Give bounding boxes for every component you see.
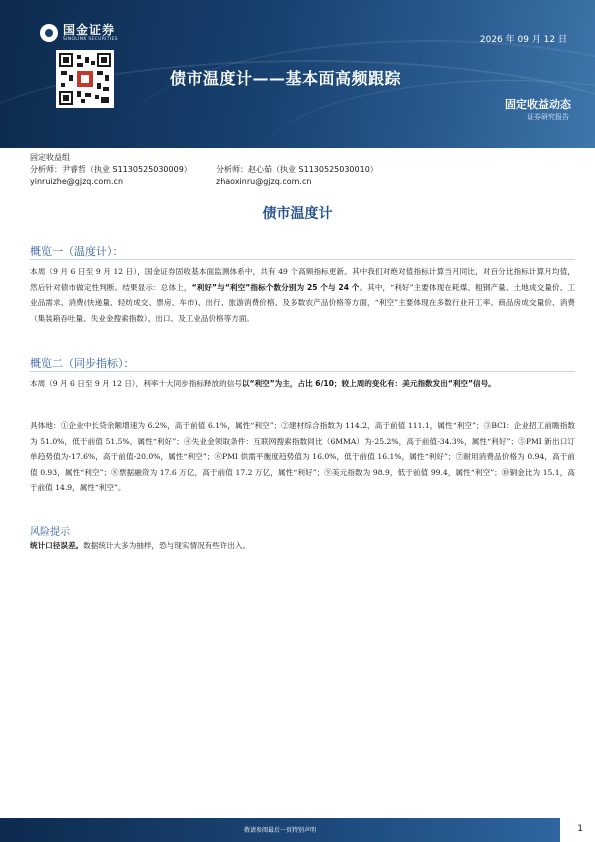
page-number: 1 <box>577 824 583 834</box>
report-type: 固定收益动态 <box>505 98 571 111</box>
analyst-1-email[interactable]: yinruizhe@gjzq.com.cn <box>30 177 124 186</box>
logo-icon <box>40 24 58 42</box>
report-category: 证券研究报告 <box>527 113 569 121</box>
analyst-2-email[interactable]: zhaoxinru@gjzq.com.cn <box>216 177 312 186</box>
report-title: 债市温度计——基本面高频跟踪 <box>170 69 402 88</box>
research-group: 固定收益组 <box>30 153 70 162</box>
risk-text: 统计口径误差。数据统计大多为抽样，恐与现实情况有些许出入。 <box>30 541 251 550</box>
header-banner <box>0 0 595 148</box>
qr-code-icon <box>56 50 114 108</box>
document-title: 债市温度计 <box>262 206 333 222</box>
logo-name-en: SINOLINK SECURITIES <box>63 37 118 42</box>
report-date: 2026 年 09 月 12 日 <box>479 35 567 45</box>
logo-name-cn: 国金证券 <box>63 23 116 37</box>
footer <box>0 818 595 842</box>
overview-1-paragraph: 本周（9 月 6 日至 9 月 12 日），国金证券固收基本面监测体系中，共有 49 个高频指标更新。其中我们对绝对值指标计算当月同比，对百分比指标计算月均值，然后针对债市做定性判断。结果显示：总体上，“利好”与“利空”指标个数分别为 25 个与 24 个。其中，“利好”主要体现在耗煤、粗钢产量、土地成交量价、工业品需求、消费(快递量、轻纺成交、票房、车市)、出行、旅游消费价格、及多数农产品价格等方面，“利空”主要体现在多数行业开工率、商品房成交量价、消费（集装箱吞吐量、失业金搜索指数）、出口、及工业品价格等方面。 <box>30 267 576 323</box>
section-title-overview-1: 概览一（温度计）： <box>30 245 124 258</box>
company-logo <box>40 24 118 43</box>
analyst-2: 分析师：赵心茹（执业 S1130525030010） <box>216 165 378 174</box>
disclaimer-note: 敬请参阅最后一页特别声明 <box>243 827 316 834</box>
section-divider <box>30 371 575 372</box>
section-title-overview-2: 概览二（同步指标）： <box>30 357 135 370</box>
overview-2-details: 具体地：①企业中长贷余额增速为 6.2%，高于前值 6.1%，属性“利空”；②建材综合指数为 114.2，高于前值 111.1，属性“利空”；③BCI：企业招工前瞻指数为 51.0%，低于前值 51.5%，属性“利好”；④失业金领取条件：互联网搜索指数同比（6MMA）为-25.2%，高于前值-34.3%，属性“利好”；⑤PMI 新出口订单趋势值为-17.6%，高于前值-20.0%，属性“利空”；⑥PMI 供需平衡度趋势值为 16.0%，低于前值 16.1%，属性“利好”；⑦耐用消费品价格为 0.94，高于前值 0.93，属性“利空”；⑧票据融资为 17.6 万亿，高于前值 17.2 万亿，属性“利好”；⑨美元指数为 98.9，低于前值 99.4，属性“利空”；⑩铜金比为 15.1，高于前值 14.9，属性“利空”。 <box>30 421 575 492</box>
section-divider <box>30 259 575 260</box>
overview-2-paragraph: 本周（9 月 6 日至 9 月 12 日），利率十大同步指标释放的信号以“利空”为主，占比 6/10；较上周的变化有：美元指数发出“利空”信号。 <box>30 379 496 388</box>
analyst-1: 分析师：尹睿哲（执业 S1130525030009） <box>30 165 192 174</box>
risk-title: 风险提示 <box>30 527 70 538</box>
author-block <box>30 152 570 188</box>
